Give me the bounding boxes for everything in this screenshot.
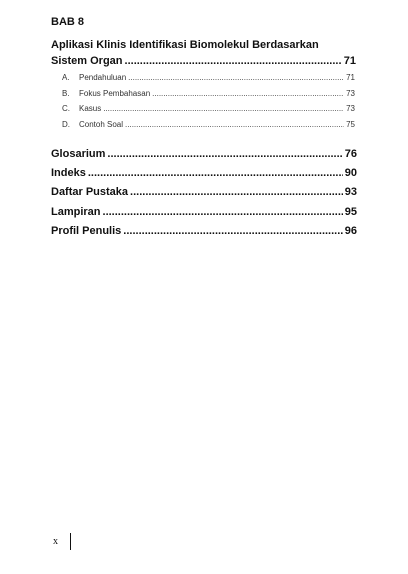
- subsection-letter: C.: [62, 104, 70, 113]
- subsection-title: Pendahuluan: [79, 73, 127, 82]
- toc-entry-title: Indeks: [51, 167, 86, 180]
- subsection-item[interactable]: [62, 101, 355, 117]
- toc-entry-page: 93: [344, 186, 357, 199]
- chapter-title-row: [51, 53, 356, 69]
- toc-entry-page: 96: [344, 224, 357, 237]
- toc-entry-title: Lampiran: [51, 205, 101, 218]
- subsection-title: Kasus: [79, 104, 102, 113]
- chapter-title[interactable]: [51, 37, 356, 69]
- toc-entry-page: 95: [344, 205, 357, 218]
- subsection-item[interactable]: [62, 86, 355, 102]
- chapter-heading: BAB 8: [51, 16, 85, 28]
- toc-entry-daftar-pustaka[interactable]: [51, 183, 357, 202]
- toc-entry-page: 90: [344, 167, 357, 180]
- subsection-letter: D.: [62, 119, 70, 129]
- footer-divider: [70, 533, 71, 550]
- subsection-item[interactable]: [62, 117, 355, 133]
- chapter-title-line2: Sistem Organ: [51, 55, 123, 67]
- toc-entry-title: Daftar Pustaka: [51, 186, 129, 199]
- dot-leader: [128, 70, 344, 86]
- toc-entry-title: Glosarium: [51, 148, 106, 160]
- subsection-letter: A.: [62, 73, 70, 82]
- dot-leader: [103, 203, 343, 222]
- toc-entry-profil-penulis[interactable]: [51, 222, 357, 241]
- subsection-list: [62, 70, 355, 132]
- footer-page-number: x: [53, 536, 58, 547]
- subsection-page: 75: [346, 119, 355, 129]
- dot-leader: [125, 117, 344, 133]
- toc-entry-page: 76: [344, 148, 357, 160]
- subsection-page: 73: [346, 104, 355, 113]
- dot-leader: [130, 183, 343, 202]
- chapter-page-number: 71: [343, 55, 356, 67]
- dot-leader: [125, 53, 342, 69]
- toc-entry-title: Profil Penulis: [51, 224, 122, 237]
- subsection-item[interactable]: [62, 70, 355, 86]
- subsection-title: Contoh Soal: [79, 119, 124, 129]
- dot-leader: [103, 101, 344, 117]
- subsection-page: 71: [346, 73, 355, 82]
- toc-entry-indeks[interactable]: [51, 164, 357, 183]
- dot-leader: [123, 222, 342, 241]
- toc-entries: [51, 145, 357, 241]
- dot-leader: [88, 164, 343, 183]
- subsection-letter: B.: [62, 88, 70, 98]
- dot-leader: [152, 86, 344, 102]
- dot-leader: [107, 145, 342, 164]
- toc-entry-glosarium[interactable]: [51, 145, 357, 164]
- toc-entry-lampiran[interactable]: [51, 203, 357, 222]
- subsection-page: 73: [346, 88, 355, 98]
- chapter-title-line1: Aplikasi Klinis Identifikasi Biomolekul Berdasarkan: [51, 39, 319, 51]
- subsection-title: Fokus Pembahasan: [79, 88, 151, 98]
